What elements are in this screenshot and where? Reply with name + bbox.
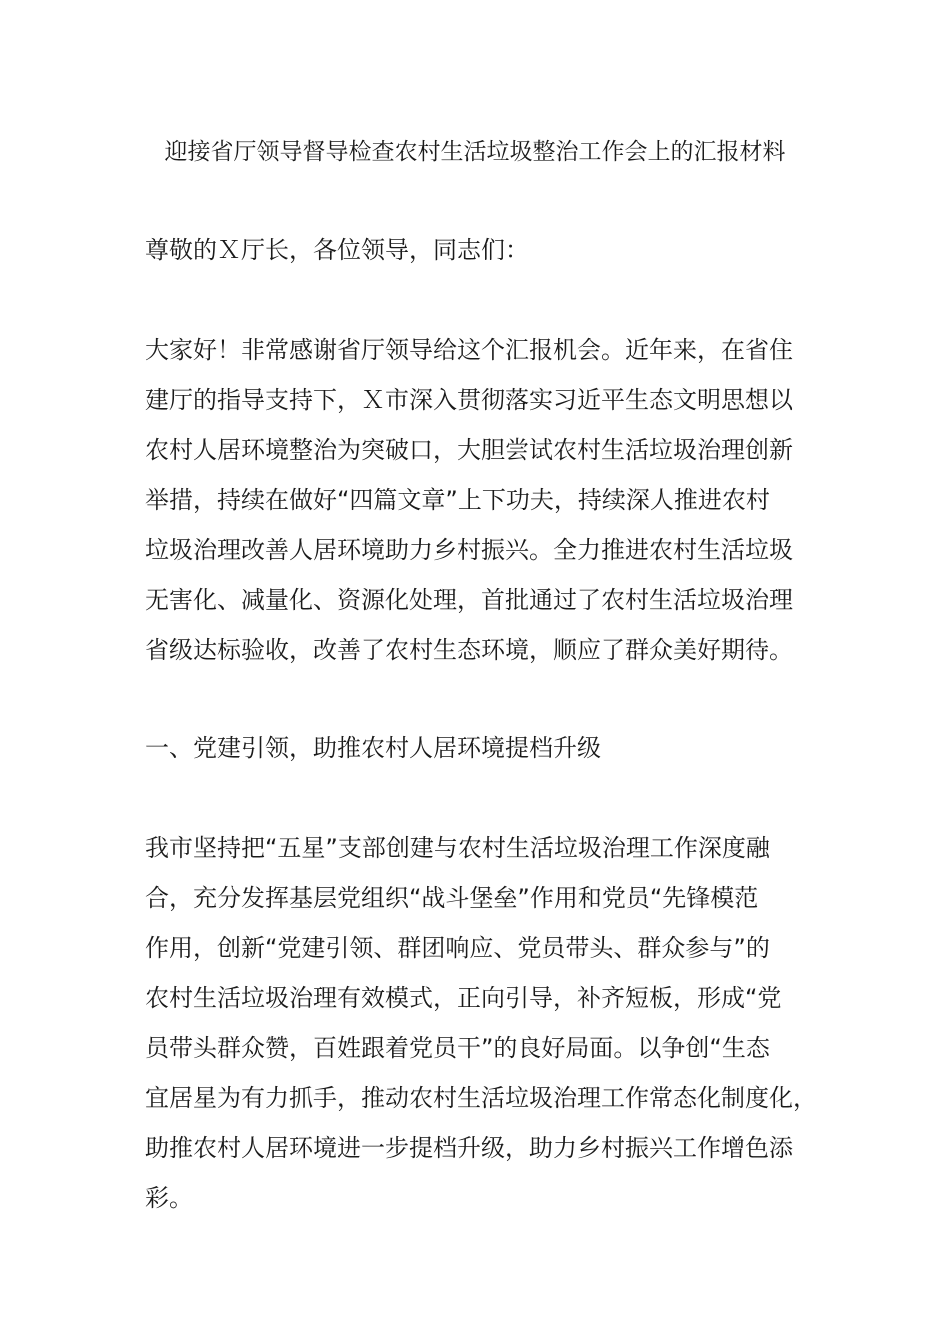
intro-line: 建厅的指导支持下，Ｘ市深入贯彻落实习近平生态文明思想以	[145, 386, 793, 414]
section1-line: 我市坚持把“五星”支部创建与农村生活垃圾治理工作深度融	[145, 834, 770, 862]
section1-line: 助推农村人居环境进一步提档升级，助力乡村振兴工作增色添	[145, 1134, 793, 1162]
section1-line: 作用，创新“党建引领、群团响应、党员带头、群众参与”的	[145, 934, 770, 962]
salutation: 尊敬的Ｘ厅长，各位领导，同志们：	[145, 236, 529, 264]
section1-line: 彩。	[145, 1184, 193, 1212]
intro-line: 农村人居环境整治为突破口，大胆尝试农村生活垃圾治理创新	[145, 436, 793, 464]
section1-line: 合，充分发挥基层党组织“战斗堡垒”作用和党员“先锋模范	[145, 884, 759, 912]
intro-line: 省级达标验收，改善了农村生态环境，顺应了群众美好期待。	[145, 636, 793, 664]
intro-line: 无害化、减量化、资源化处理，首批通过了农村生活垃圾治理	[145, 586, 793, 614]
document-title: 迎接省厅领导督导检查农村生活垃圾整治工作会上的汇报材料	[164, 139, 786, 165]
intro-line: 举措，持续在做好“四篇文章”上下功夫，持续深人推进农村	[145, 486, 770, 514]
section-heading: 一、党建引领，助推农村人居环境提档升级	[145, 734, 601, 762]
section1-line: 员带头群众赞，百姓跟着党员干”的良好局面。以争创“生态	[145, 1034, 770, 1062]
intro-line: 垃圾治理改善人居环境助力乡村振兴。全力推进农村生活垃圾	[145, 536, 793, 564]
section1-line: 宜居星为有力抓手，推动农村生活垃圾治理工作常态化制度化，	[145, 1084, 817, 1112]
intro-line: 大家好！非常感谢省厅领导给这个汇报机会。近年来，在省住	[145, 336, 793, 364]
section1-line: 农村生活垃圾治理有效模式，正向引导，补齐短板，形成“党	[145, 984, 782, 1012]
